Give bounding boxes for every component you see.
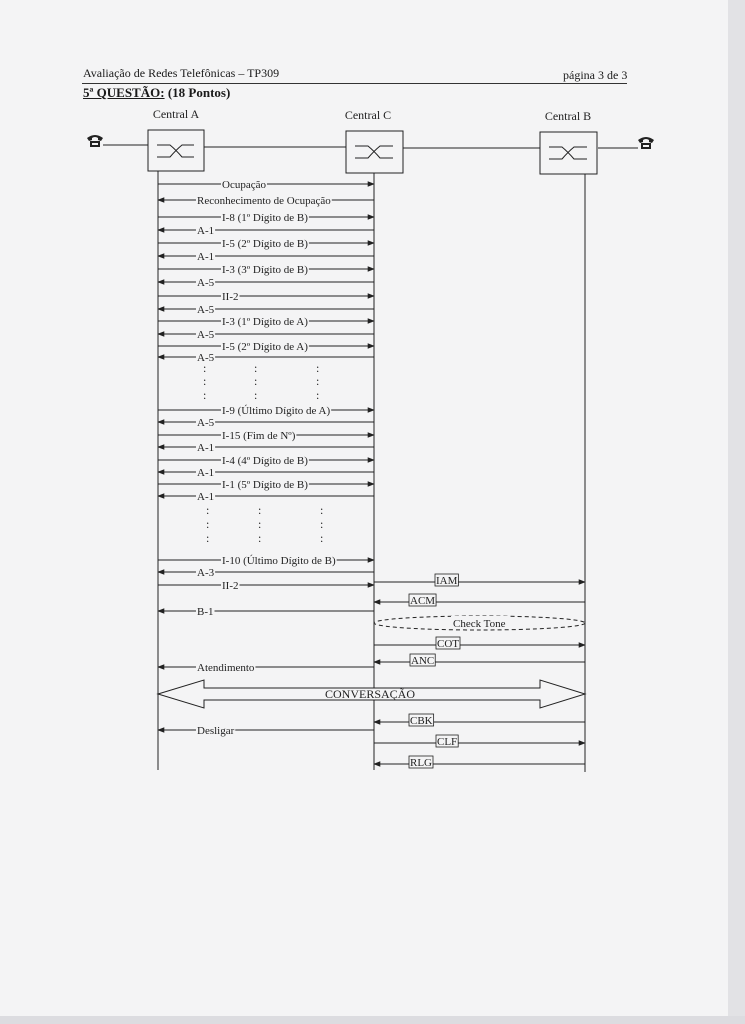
message-ac-label: I-15 (Fim de Nº) [222,430,296,442]
message-cb [374,574,585,587]
message-ac-label: A-1 [197,251,215,263]
message-ac [158,466,374,479]
ellipsis-marker: : [206,517,210,531]
message-ac-label: A-5 [197,329,215,341]
header-course: Avaliação de Redes Telefônicas – TP309 [83,66,280,80]
message-ac-label: I-9 (Último Dígito de A) [222,405,331,417]
telephone-b-icon [638,137,654,149]
message-ac [158,478,374,491]
ellipsis-marker: : [203,374,207,388]
message-cb [374,756,585,769]
message-ac-label: I-1 (5º Dígito de B) [222,479,308,491]
message-ac [158,263,374,276]
ellipsis-marker: : [316,388,320,402]
message-ac-label: A-5 [197,417,215,429]
message-cb [374,616,585,630]
message-ac [158,416,374,429]
ellipsis-marker: : [258,517,262,531]
conversation-label: CONVERSAÇÃO [324,687,416,701]
message-ac [158,211,374,224]
header-page-number: página 3 de 3 [563,68,628,82]
message-cb [374,637,585,650]
message-cb-label: CBK [410,715,433,727]
ellipsis-marker: : [203,388,207,402]
ellipsis-marker: : [258,531,262,545]
ellipsis-marker: : [320,503,324,517]
message-ac-label: A-1 [197,442,215,454]
message-ac [158,290,374,303]
message-ac-label: A-1 [197,225,215,237]
message-ac [158,250,374,263]
telephone-a-icon [87,135,103,147]
ellipsis-marker: : [254,374,258,388]
message-cb-label: COT [437,638,459,650]
message-ac [158,315,374,328]
message-cb [374,594,585,607]
message-ac-label: I-3 (1º Dígito de A) [222,316,308,328]
message-ac-label: A-3 [197,567,215,579]
message-ac [158,224,374,237]
message-ac [158,605,374,618]
message-cb-label: ANC [411,655,435,667]
message-cb [374,654,585,667]
message-ac-label: Desligar [197,725,235,737]
message-ac [158,661,374,674]
switch-central-b [540,132,597,174]
message-ac [158,554,374,567]
ellipsis-marker: : [254,388,258,402]
ellipsis-marker: : [254,361,258,375]
message-ac [158,340,374,353]
message-cb-label: IAM [436,575,458,587]
question-number: 5ª QUESTÃO: [83,85,165,100]
ellipsis-marker: : [316,361,320,375]
message-ac [158,194,374,207]
message-ac-label: I-5 (2º Dígito de A) [222,341,308,353]
message-ac-label: Atendimento [197,662,255,674]
question-points: (18 Pontos) [167,85,231,100]
message-ac-label: II-2 [222,291,239,303]
ellipsis-marker: : [320,531,324,545]
switch-central-c [346,131,403,173]
ellipsis-marker: : [316,374,320,388]
message-ac-label: B-1 [197,606,214,618]
ellipsis-marker: : [258,503,262,517]
message-cb [374,735,585,748]
message-ac-label: Ocupação [222,179,266,191]
message-ac [158,276,374,289]
message-ac-label: I-5 (2º Dígito de B) [222,238,308,250]
message-ac [158,454,374,467]
message-ac-label: I-4 (4º Dígito de B) [222,455,308,467]
message-ac [158,178,374,191]
message-ac [158,579,374,592]
message-ac-label: A-5 [197,277,215,289]
message-ac [158,566,374,579]
message-cb-label: RLG [410,757,432,769]
message-ac [158,303,374,316]
message-ac-label: A-1 [197,467,215,479]
ellipsis-marker: : [320,517,324,531]
message-ac-label: I-10 (Último Dígito de B) [222,555,336,567]
central-a-label: Central A [152,107,200,121]
message-ac-label: II-2 [222,580,239,592]
switch-central-a [148,130,204,171]
ellipsis-marker: : [203,361,207,375]
message-ac-label: Reconhecimento de Ocupação [197,195,331,207]
conversation-arrow [158,680,585,708]
message-ac-label: I-3 (3º Dígito de B) [222,264,308,276]
message-cb-label: Check Tone [453,618,506,630]
central-c-label: Central C [344,108,392,122]
message-ac-label: A-5 [197,352,215,364]
message-ac [158,237,374,250]
message-ac [158,328,374,341]
message-cb-label: CLF [437,736,458,748]
ellipsis-marker: : [206,503,210,517]
message-ac [158,429,374,442]
message-ac [158,441,374,454]
message-ac [158,404,374,417]
ellipsis-marker: : [206,531,210,545]
message-cb-label: ACM [410,595,436,607]
message-ac [158,724,374,737]
message-ac [158,490,374,503]
message-ac-label: I-8 (1º Dígito de B) [222,212,308,224]
message-ac-label: A-5 [197,304,215,316]
message-cb [374,714,585,727]
central-b-label: Central B [544,109,592,123]
message-ac-label: A-1 [197,491,215,503]
